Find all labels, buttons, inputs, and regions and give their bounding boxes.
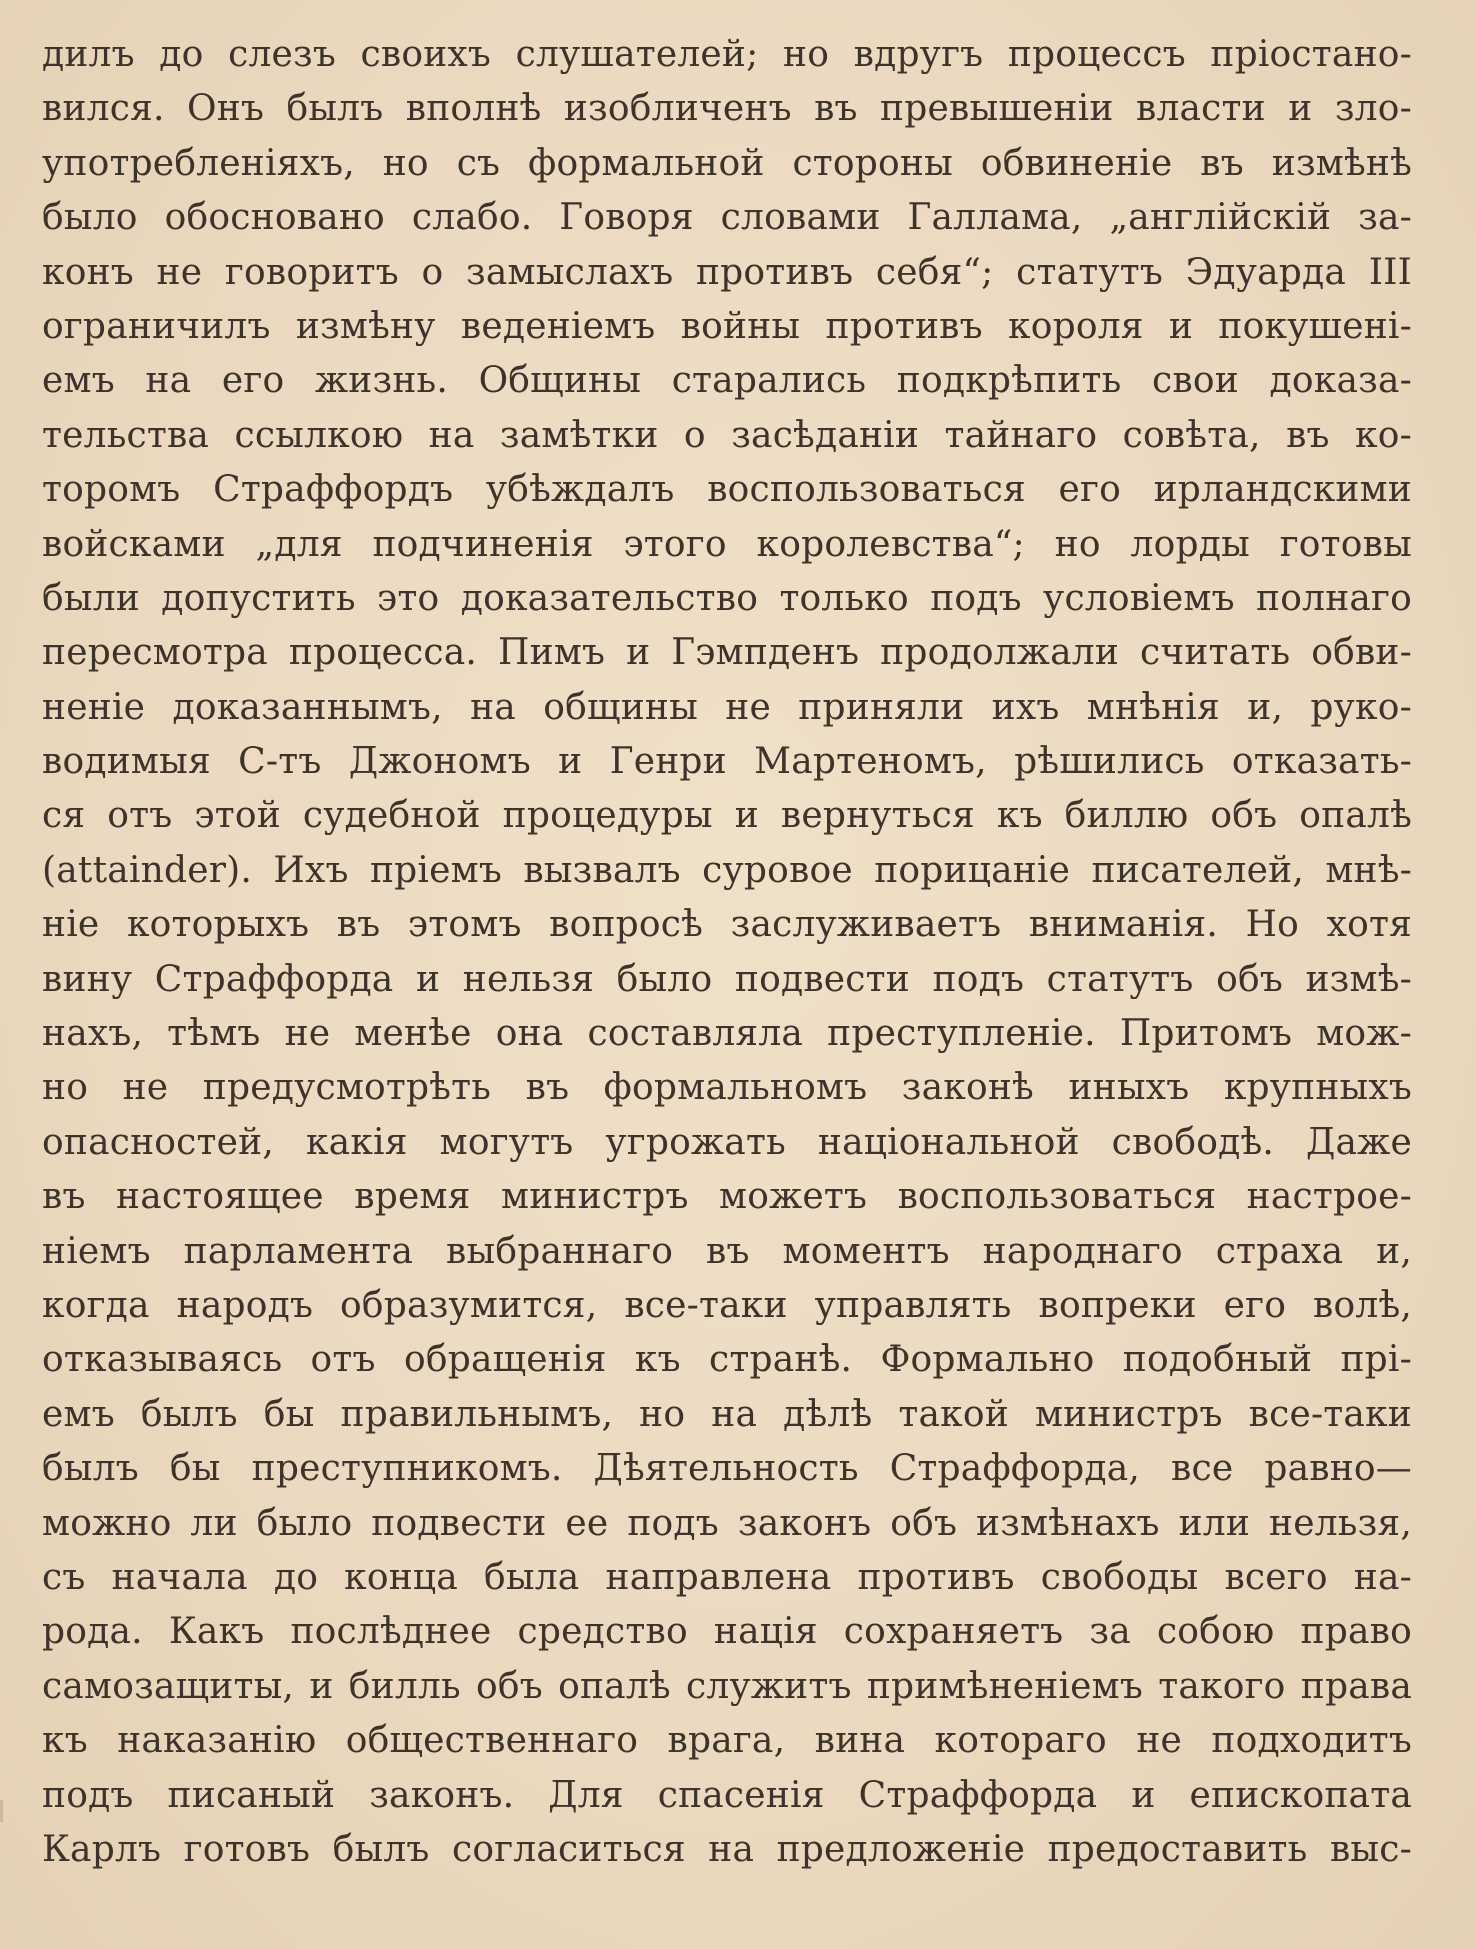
text-line: ніемъ парламента выбраннаго въ моментъ народнаго страха и, (42, 1230, 1412, 1272)
text-line: ограничилъ измѣну веденіемъ войны противъ короля и покушені- (42, 305, 1412, 347)
text-line: неніе доказаннымъ, на общины не приняли ихъ мнѣнія и, руко- (42, 686, 1412, 728)
text-line: тельства ссылкою на замѣтки о засѣданіи тайнаго совѣта, въ ко- (42, 414, 1412, 456)
text-line: емъ былъ бы правильнымъ, но на дѣлѣ такой министръ все-таки (42, 1393, 1412, 1435)
text-line: отказываясь отъ обращенія къ странѣ. Формально подобный прі- (42, 1339, 1412, 1381)
text-line: вину Страффорда и нельзя было подвести подъ статутъ объ измѣ- (42, 958, 1412, 1000)
text-line: Карлъ готовъ былъ согласиться на предложеніе предоставить выс- (42, 1828, 1412, 1870)
text-line: можно ли было подвести ее подъ законъ объ измѣнахъ или нельзя, (42, 1502, 1412, 1544)
text-line: (attainder). Ихъ пріемъ вызвалъ суровое порицаніе писателей, мнѣ- (42, 849, 1412, 891)
text-line: торомъ Страффордъ убѣждалъ воспользоваться его ирландскими (42, 469, 1412, 511)
text-line: съ начала до конца была направлена противъ свободы всего на- (42, 1556, 1412, 1598)
text-line: вился. Онъ былъ вполнѣ изобличенъ въ превышеніи власти и зло- (42, 88, 1412, 130)
text-line: дилъ до слезъ своихъ слушателей; но вдругъ процессъ пріостано- (42, 34, 1412, 75)
text-line: подъ писаный законъ. Для спасенія Страффорда и епископата (42, 1774, 1412, 1816)
page-text (42, 28, 1412, 1877)
text-line: пересмотра процесса. Пимъ и Гэмпденъ продолжали считать обви- (42, 632, 1412, 674)
text-line: былъ бы преступникомъ. Дѣятельность Страффорда, все равно— (42, 1448, 1412, 1490)
text-line: ніе которыхъ въ этомъ вопросѣ заслуживаетъ вниманія. Но хотя (42, 904, 1412, 946)
text-line: употребленіяхъ, но съ формальной стороны обвиненіе въ измѣнѣ (42, 142, 1412, 184)
text-line: водимыя С-тъ Джономъ и Генри Мартеномъ, рѣшились отказать- (42, 741, 1412, 783)
text-line: ся отъ этой судебной процедуры и вернуться къ биллю объ опалѣ (42, 795, 1412, 837)
text-line: было обосновано слабо. Говоря словами Галлама, „англійскій за- (42, 197, 1412, 239)
text-line: рода. Какъ послѣднее средство нація сохраняетъ за собою право (42, 1611, 1412, 1653)
text-line: конъ не говоритъ о замыслахъ противъ себя“; статутъ Эдуарда III (42, 251, 1412, 293)
text-line: опасностей, какія могутъ угрожать національной свободѣ. Даже (42, 1121, 1412, 1163)
text-line: когда народъ образумится, все-таки управлять вопреки его волѣ, (42, 1284, 1412, 1326)
text-line: были допустить это доказательство только подъ условіемъ полнаго (42, 577, 1412, 619)
text-line: нахъ, тѣмъ не менѣе она составляла преступленіе. Притомъ мож- (42, 1013, 1412, 1055)
margin-mark (0, 1800, 3, 1822)
text-line: къ наказанію общественнаго врага, вина котораго не подходитъ (42, 1720, 1412, 1762)
text-line: емъ на его жизнь. Общины старались подкрѣпить свои доказа- (42, 360, 1412, 402)
text-line: въ настоящее время министръ можетъ воспользоваться настрое- (42, 1176, 1412, 1218)
text-line: самозащиты, и билль объ опалѣ служитъ примѣненіемъ такого права (42, 1665, 1412, 1707)
text-line: но не предусмотрѣть въ формальномъ законѣ иныхъ крупныхъ (42, 1067, 1412, 1109)
text-line: войсками „для подчиненія этого королевства“; но лорды готовы (42, 523, 1412, 565)
